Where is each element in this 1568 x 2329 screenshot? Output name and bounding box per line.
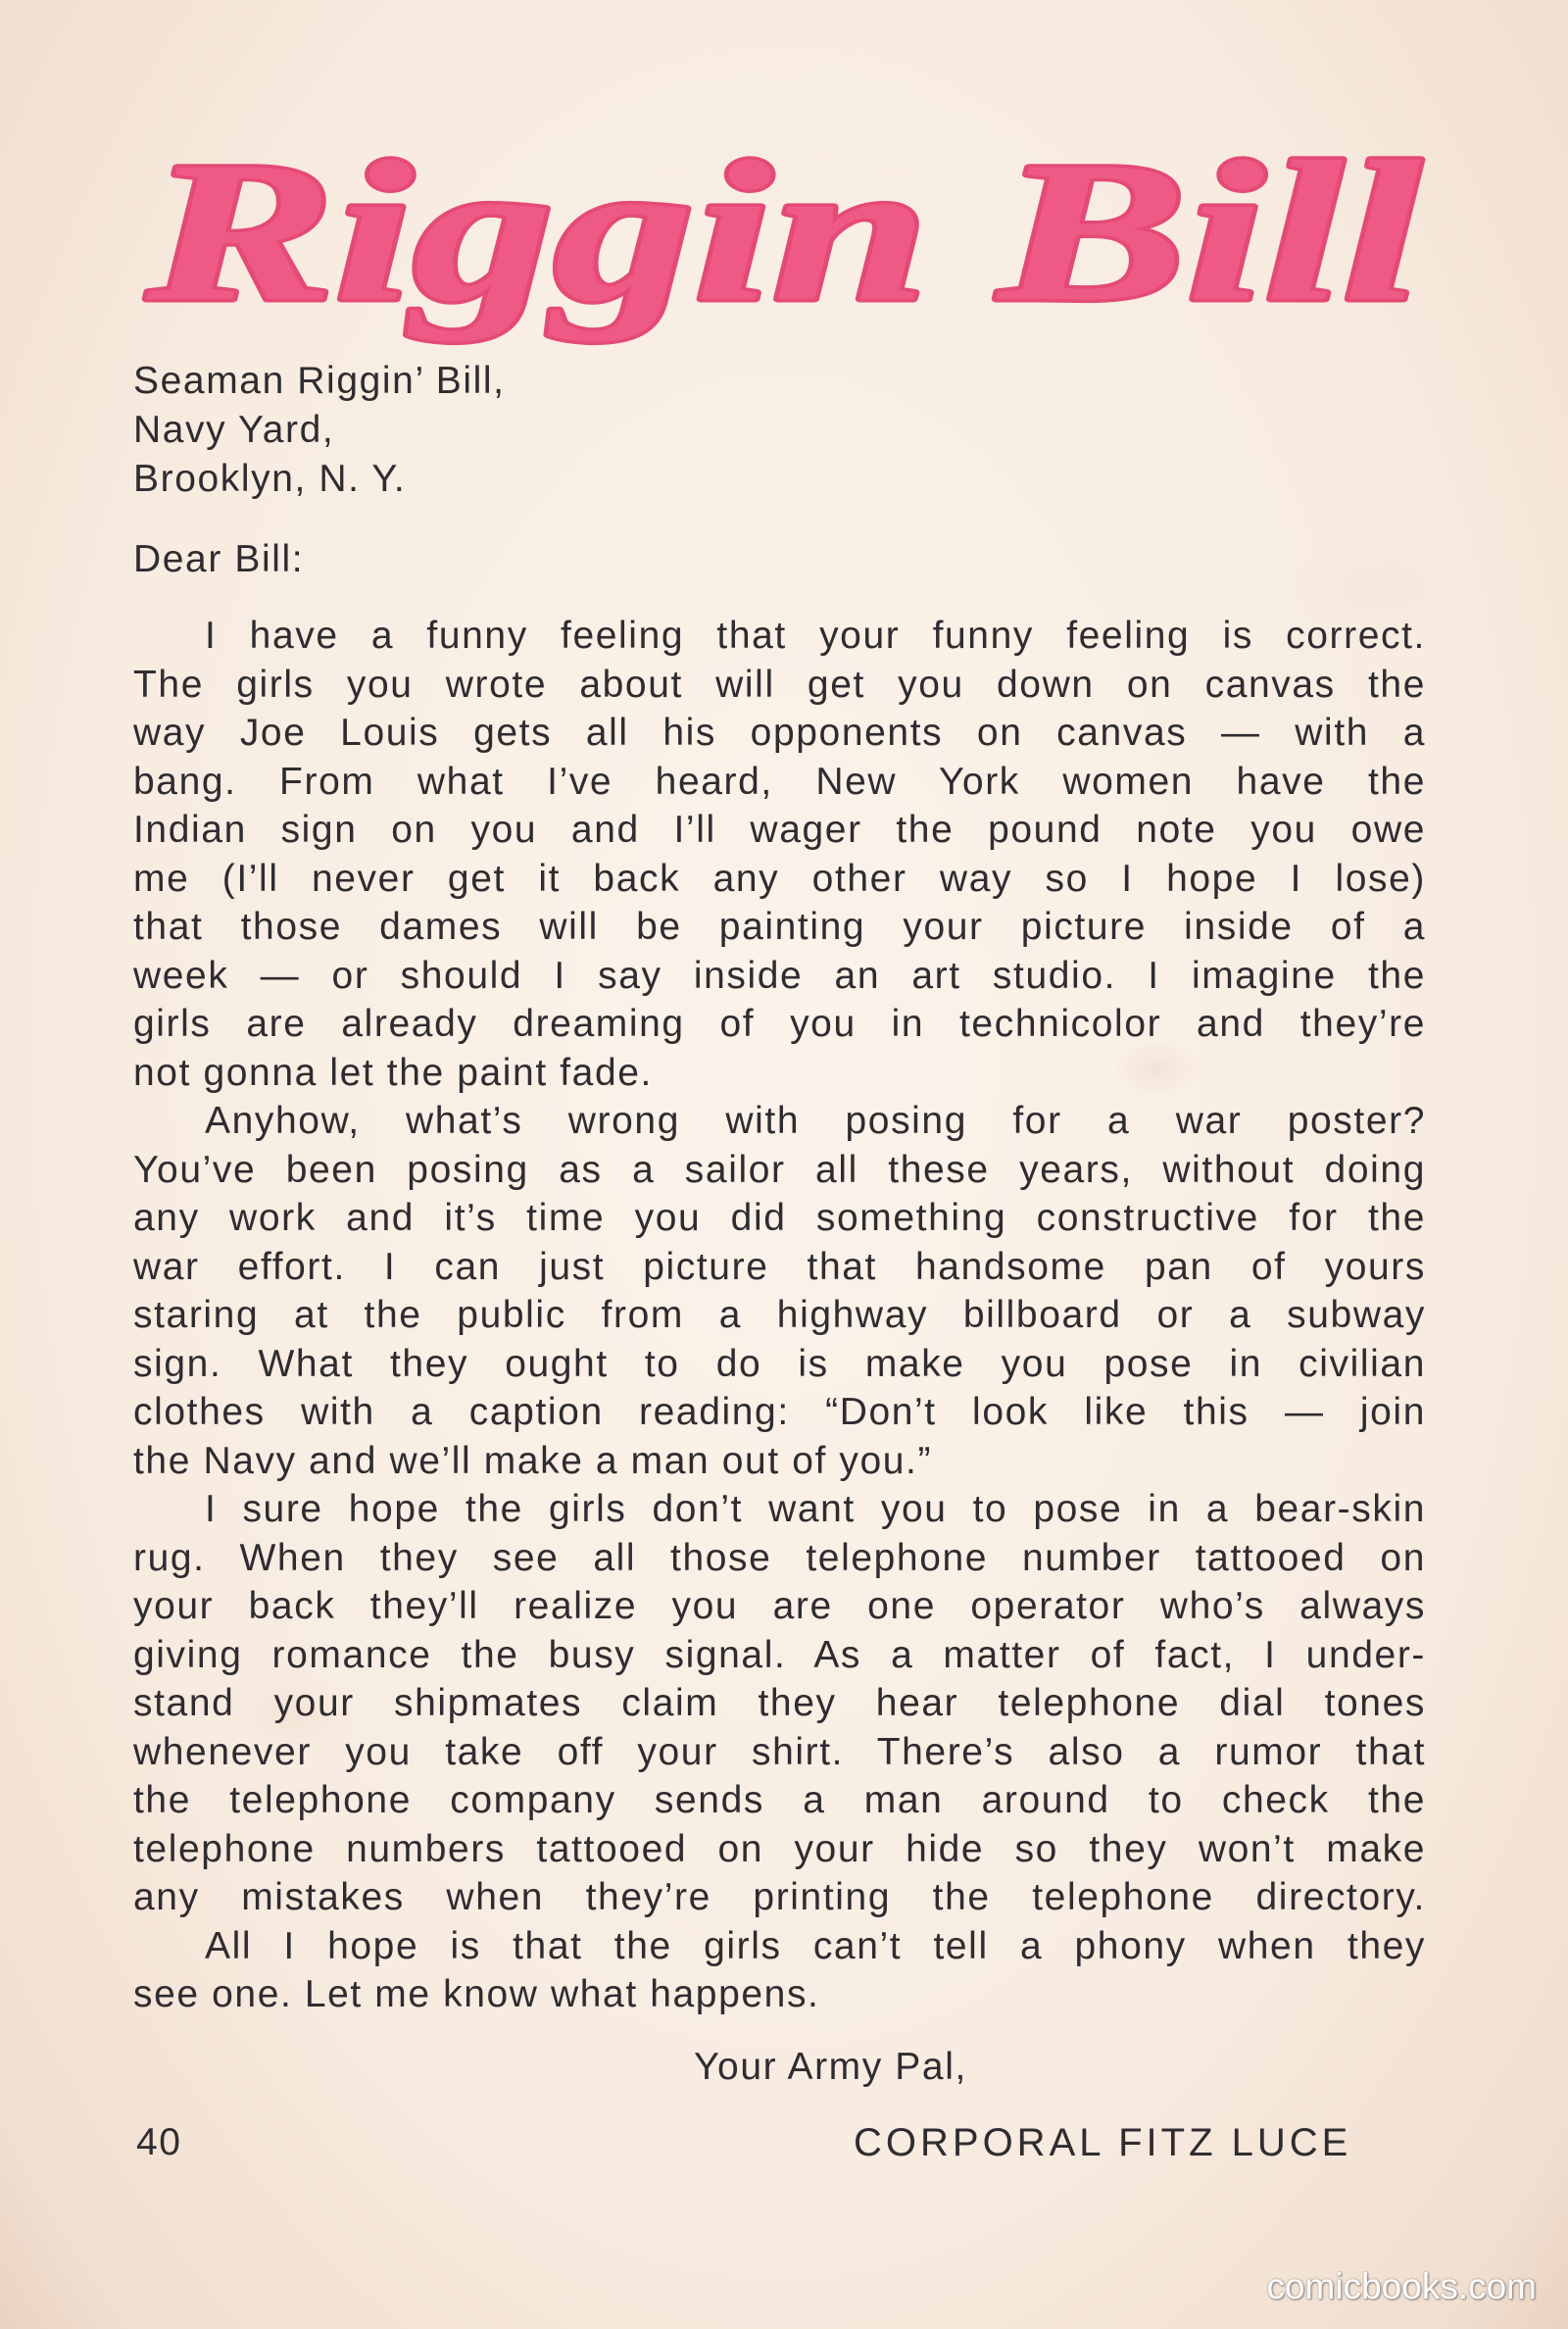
letter-line: the Navy and we’ll make a man out of you.” xyxy=(133,1439,933,1482)
letter-line: see one. Let me know what happens. xyxy=(133,1973,820,2015)
letter-line: sign. What they ought to do is make you pose in civilian xyxy=(133,1342,1426,1385)
letter-line: war effort. I can just picture that handsome pan of yours xyxy=(133,1245,1426,1288)
letter-line: giving romance the busy signal. As a matter of fact, I under- xyxy=(133,1633,1426,1676)
paragraph xyxy=(133,1097,1426,1485)
paragraph xyxy=(133,1485,1426,1922)
closing: Your Army Pal, xyxy=(694,2046,967,2088)
letter-line: rug. When they see all those telephone number tattooed on xyxy=(133,1536,1426,1579)
letter-line: any mistakes when they’re printing the telephone directory. xyxy=(133,1876,1426,1918)
address-line: Seaman Riggin’ Bill, xyxy=(133,360,506,402)
letter-line: the telephone company sends a man around to check the xyxy=(133,1779,1426,1821)
letter-line: All I hope is that the girls can’t tell a phony when they xyxy=(205,1924,1426,1967)
letter-line: whenever you take off your shirt. There’s also a rumor that xyxy=(133,1730,1426,1773)
page-title: Riggin Bill xyxy=(145,121,1422,343)
letter-line: The girls you wrote about will get you down on canvas the xyxy=(133,663,1426,706)
letter-line: week — or should I say inside an art studio. I imagine the xyxy=(133,954,1426,997)
letter-line: staring at the public from a highway billboard or a subway xyxy=(133,1294,1426,1336)
page-number: 40 xyxy=(136,2121,182,2163)
letter-line: stand your shipmates claim they hear telephone dial tones xyxy=(133,1682,1426,1724)
paragraph xyxy=(133,612,1426,1097)
letter-line: me (I’ll never get it back any other way so I hope I lose) xyxy=(133,857,1426,900)
address-line: Brooklyn, N. Y. xyxy=(133,458,407,500)
letter-line: not gonna let the paint fade. xyxy=(133,1051,653,1094)
address-line: Navy Yard, xyxy=(133,409,335,451)
paragraph xyxy=(133,1922,1426,2019)
title-logo xyxy=(0,0,1568,372)
watermark: comicbooks.com xyxy=(1266,2266,1537,2306)
letter-line: that those dames will be painting your picture inside of a xyxy=(133,906,1426,948)
letter-line: Anyhow, what’s wrong with posing for a war poster? xyxy=(205,1100,1426,1142)
letter-line: You’ve been posing as a sailor all these years, without doing xyxy=(133,1148,1426,1191)
letter-line: I have a funny feeling that your funny feeling is correct. xyxy=(205,615,1426,657)
letter-line: any work and it’s time you did something constructive for the xyxy=(133,1197,1426,1239)
letter-line: way Joe Louis gets all his opponents on canvas — with a xyxy=(133,712,1426,754)
letter-line: I sure hope the girls don’t want you to pose in a bear-skin xyxy=(205,1488,1426,1530)
letter-line: telephone numbers tattooed on your hide so they won’t make xyxy=(133,1827,1426,1870)
signature: CORPORAL FITZ LUCE xyxy=(854,2121,1352,2164)
letter-line: girls are already dreaming of you in technicolor and they’re xyxy=(133,1003,1426,1045)
letter-body xyxy=(133,612,1426,2019)
letter-line: bang. From what I’ve heard, New York women have the xyxy=(133,760,1426,803)
letter-line: clothes with a caption reading: “Don’t look like this — join xyxy=(133,1391,1426,1433)
letter-line: Indian sign on you and I’ll wager the pound note you owe xyxy=(133,809,1426,851)
salutation: Dear Bill: xyxy=(133,538,305,580)
letter-line: your back they’ll realize you are one operator who’s always xyxy=(133,1585,1426,1627)
address-block xyxy=(133,357,506,504)
